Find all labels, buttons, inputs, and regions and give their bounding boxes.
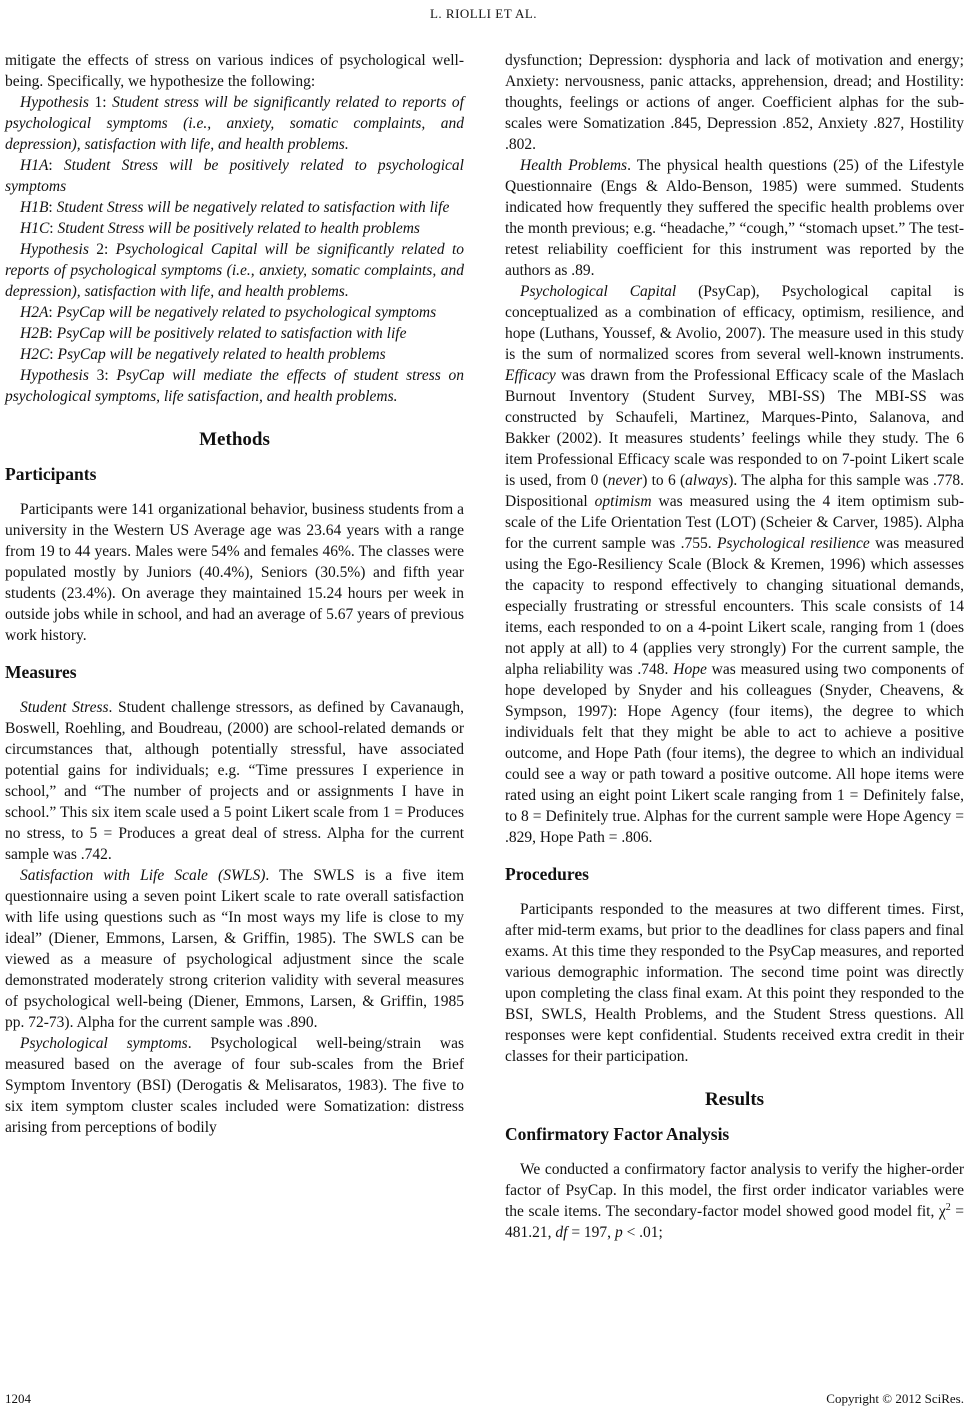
swls-label: Satisfaction with Life Scale (SWLS): [20, 867, 266, 884]
hypothesis-2a-label: H2A: [20, 304, 49, 321]
hypothesis-3-label: Hypothesis: [20, 367, 89, 384]
psycap-text-1: (PsyCap), Psychological capital is conceptualized as a combination of efficacy, optimism, resilience, and hope (Luthans, Youssef, & Avolio, 2007). The measure used in this study is the sum of normalized scores from several well-known instruments.: [505, 283, 964, 363]
hypothesis-2b-text: PsyCap will be positively related to satisfaction with life: [56, 325, 407, 342]
hypothesis-3: [5, 365, 464, 407]
psycap-text-5: was measured using the 4 item optimism sub-scale of the Life Orientation Test (LOT) (Scheier & Carver, 1985). Alpha for the current sample was .755.: [505, 493, 965, 552]
cfa-text-3: = 197,: [567, 1224, 615, 1241]
participants-heading: Participants: [5, 464, 97, 484]
procedures-paragraph: Participants responded to the measures at two different times. First, after mid-term exams, but prior to the deadlines for class papers and final exams. At this time they responded to the PsyCap measures, and reported various demographic information. The second time point was directly upon completing the class final exam. At this point they responded to the BSI, SWLS, Health Problems, and the Student Stress questions. All responses were kept confidential. Students received extra credit in their classes for their participation.: [505, 901, 964, 1065]
health-problems-paragraph: [505, 155, 964, 281]
participants-paragraph: Participants were 141 organizational behavior, business students from a university in the Western US Average age was 23.64 years with a range from 19 to 44 years. Males were 54% and females 46%. The classes were populated mostly by Juniors (40.4%), Seniors (30.5%) and fifth year students (23.4%). On average they maintained 15.24 hours per week in outside jobs while in school, and had an average of 5.67 years of previous work history.: [5, 501, 464, 644]
hypothesis-2: [5, 239, 464, 302]
psycap-label: Psychological Capital: [520, 283, 677, 300]
always-term: always: [685, 472, 729, 489]
hypothesis-1b: H1B: Student Stress will be negatively related to satisfaction with life: [20, 199, 450, 216]
psycap-paragraph: [505, 281, 964, 848]
page-number: 1204: [5, 1391, 31, 1406]
hypothesis-1c: H1C: Student Stress will be positively related to health problems: [20, 220, 420, 237]
running-head: L. RIOLLI ET AL.: [429, 6, 538, 21]
p-symbol: p: [614, 1224, 623, 1241]
psych-symptoms-text: . Psychological well-being/strain was measured based on the average of four sub-scales from the Brief Symptom Inventory (BSI) (Derogatis & Melisaratos, 1983). The five to six item symptom cluster scales included were Somatization: distress arising from perceptions of bodily: [5, 1035, 464, 1136]
hypothesis-1-label: Hypothesis: [20, 94, 89, 111]
intro-paragraph: mitigate the effects of stress on various indices of psychological well-being. Specifically, we hypothesize the following:: [5, 52, 464, 90]
hypothesis-2-text: Psychological Capital will be significantly related to reports of psychological symptoms (i.e., anxiety, somatic complaints, and depression), satisfaction with life, and health problems.: [5, 241, 464, 300]
cfa-heading: Confirmatory Factor Analysis: [505, 1124, 730, 1144]
hypothesis-2-number: 2:: [88, 241, 116, 258]
psycap-text-6: was measured using the Ego-Resiliency Scale (Block & Kremen, 1996) which assesses the capacity to respond effectively to changing situational demands, especially frustrating or stressful encounters. This scale consists of 14 items, each responded to on a 4-point Likert scale, ranging from 1 (does not apply at all) to 4 (applies very strongly) For the current sample, the alpha reliability was .748.: [505, 535, 964, 678]
hypothesis-1a-label: H1A: [20, 157, 49, 174]
optimism-term: optimism: [594, 493, 652, 510]
df-symbol: df: [555, 1224, 568, 1241]
efficacy-term: Efficacy: [505, 367, 556, 384]
hypothesis-1c-label: H1C: [20, 220, 50, 237]
hypothesis-3-text: PsyCap will mediate the effects of student stress on psychological symptoms, life satisfaction, and health problems.: [5, 367, 465, 405]
hypothesis-2b: H2B: PsyCap will be positively related to satisfaction with life: [20, 325, 407, 342]
results-heading: Results: [704, 1089, 765, 1110]
hypothesis-1-number: 1:: [88, 94, 113, 111]
hypothesis-3-number: 3:: [88, 367, 117, 384]
resilience-term: Psychological resilience: [716, 535, 870, 552]
student-stress-label: Student Stress: [20, 699, 109, 716]
psycap-text-7: was measured using two components of hope developed by Snyder and his colleagues (Snyder, Cheavens, & Sympson, 1997): Hope Agency (four items), the degree to which individuals felt that they might be able to act to achieve a positive outcome, and Hope Path (four items), the degree to which an individual could see a way or path toward a positive outcome. All hope items were rated using an eight point Likert scale ranging from 1 = Definitely false, to 8 = Definitely true. Alphas for the current sample were Hope Agency = .829, Hope Path = .806.: [505, 661, 964, 846]
swls-text: . The SWLS is a five item questionnaire using a seven point Likert scale to rate overall satisfaction with life using questions such as “In most ways my life is close to my ideal” (Diener, Emmons, Larsen, & Griffin, 1985). The SWLS can be viewed as a measure of psychological adjustment since the scale demonstrated moderately strong criterion validity with several measures of psychological well-being (Diener, Emmons, Larsen, & Griffin, 1985 pp. 72-73). Alpha for the current sample was .890.: [5, 867, 464, 1031]
hypothesis-2c-text: PsyCap will be negatively related to health problems: [57, 346, 386, 363]
hypothesis-2-label: Hypothesis: [20, 241, 89, 258]
hypothesis-1b-label: H1B: [20, 199, 49, 216]
student-stress-paragraph: [5, 697, 464, 865]
hypothesis-2b-label: H2B: [20, 325, 49, 342]
psycap-text-3: ) to 6 (: [642, 472, 686, 489]
cfa-text-2: = 481.21,: [505, 1203, 964, 1241]
psycap-text-2: was drawn from the Professional Efficacy scale of the Maslach Burnout Inventory (Student Survey, MBI-SS) The MBI-SS was constructed by Schaufeli, Martinez, Marques-Pinto, Salanova, and Bakker (2002). It measures students’ feelings while they study. The 6 item Professional Efficacy scale was responded to on 7-point Likert scale is used, from 0 (: [505, 367, 964, 489]
continued-paragraph: dysfunction; Depression: dysphoria and lack of motivation and energy; Anxiety: nervousness, panic attacks, apprehension, dread; and Hostility: thoughts, feelings or actions of anger. Coefficient alphas for the sub-scales were Somatization .845, Depression .852, Anxiety .827, Hostility .802.: [505, 52, 964, 153]
health-problems-label: Health Problems: [520, 157, 628, 174]
health-problems-text: . The physical health questions (25) of the Lifestyle Questionnaire (Engs & Aldo-Benson, 1985) were summed. Students indicated how frequently they suffered the specific health problems over the month previous; e.g. “headache,” “cough,” “stomach upset.” The test-retest reliability coefficient for this instrument was reported by the authors as .89.: [505, 157, 964, 279]
never-term: never: [607, 472, 643, 489]
cfa-paragraph: [505, 1159, 964, 1243]
psych-symptoms-paragraph: [5, 1033, 464, 1138]
hypothesis-1: [5, 92, 464, 155]
swls-paragraph: [5, 865, 464, 1033]
cfa-text-4: < .01;: [622, 1224, 663, 1241]
hypothesis-2c-label: H2C: [20, 346, 50, 363]
psych-symptoms-label: Psychological symptoms: [20, 1035, 188, 1052]
student-stress-text: . Student challenge stressors, as defined by Cavanaugh, Boswell, Roehling, and Boudreau, (2000) are school-related demands or circumstances that, although potentially stressful, have associated potential gains for individuals; e.g. “Time pressures I experience in school,” and “The number of projects and or assignments I have in school.” This six item scale used a 5 point Likert scale from 1 = Produces no stress, to 5 = Produces a great deal of stress. Alpha for the current sample was .742.: [5, 699, 465, 863]
hypothesis-2c: H2C: PsyCap will be negatively related to health problems: [20, 346, 386, 363]
right-column: [505, 50, 964, 1243]
hypothesis-1b-text: Student Stress will be negatively related to satisfaction with life: [56, 199, 450, 216]
hypothesis-1a: H1A: Student Stress will be positively related to psychological symptoms: [5, 157, 464, 195]
hypothesis-1c-text: Student Stress will be positively related to health problems: [57, 220, 420, 237]
procedures-heading: Procedures: [505, 864, 589, 884]
hope-term: Hope: [673, 661, 707, 678]
left-column: [5, 50, 464, 1138]
hypothesis-2a-text: PsyCap will be negatively related to psychological symptoms: [56, 304, 437, 321]
chi-square-superscript: 2: [945, 1201, 951, 1213]
hypothesis-1a-text: Student Stress will be positively related to psychological symptoms: [5, 157, 464, 195]
methods-heading: Methods: [199, 429, 270, 450]
cfa-text-1: We conducted a confirmatory factor analysis to verify the higher-order factor of PsyCap. In this model, the first order indicator variables were the scale items. The secondary-factor model showed good model fit, χ: [505, 1161, 964, 1220]
hypothesis-2a: H2A: PsyCap will be negatively related to psychological symptoms: [20, 304, 437, 321]
measures-heading: Measures: [5, 662, 77, 682]
copyright-notice: Copyright © 2012 SciRes.: [826, 1391, 964, 1406]
psycap-text-4: ). The alpha for this sample was .778. Dispositional: [505, 472, 964, 510]
hypothesis-1-text: Student stress will be significantly related to reports of psychological symptoms (i.e., anxiety, somatic complaints, and depression), satisfaction with life, and health problems.: [5, 94, 464, 153]
